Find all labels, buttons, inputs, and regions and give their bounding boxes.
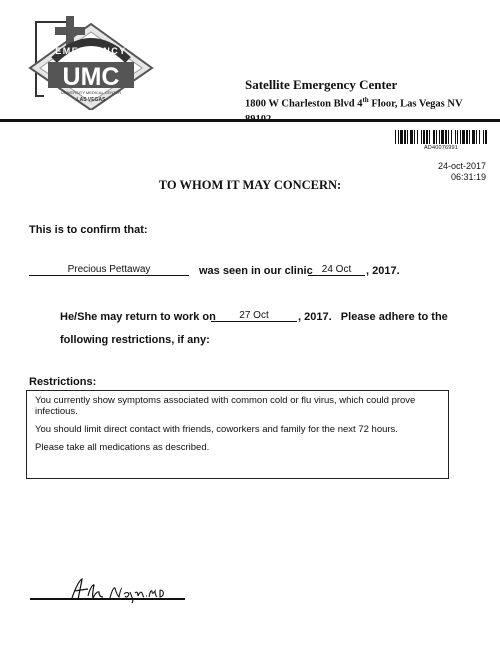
barcode-bar (485, 130, 487, 144)
barcode-bar (441, 130, 444, 144)
logo-tagline: UNIVERSITY MEDICAL CENTER (60, 90, 122, 95)
signature-line (30, 598, 185, 600)
signature-image (66, 576, 176, 604)
barcode-bar (436, 130, 437, 144)
barcode-icon (395, 130, 487, 144)
barcode-bar (417, 130, 418, 144)
center-name: Satellite Emergency Center (245, 77, 398, 92)
barcode-bar (472, 130, 475, 144)
restrictions-intro: following restrictions, if any: (60, 334, 210, 346)
restriction-item: You currently show symptoms associated with common cold or flu virus, which could prove infectious. (35, 395, 416, 417)
umc-emergency-logo (26, 14, 156, 110)
restriction-item: You should limit direct contact with friends, coworkers and family for the next 72 hours. (35, 424, 398, 435)
restrictions-label: Restrictions: (29, 376, 97, 388)
barcode-bar (455, 130, 456, 144)
document-date: 24-oct-2017 (437, 161, 486, 171)
patient-name-field: Precious Pettaway (29, 264, 189, 276)
barcode-bar (460, 130, 461, 144)
barcode-bar (462, 130, 465, 144)
barcode-bar (400, 130, 403, 144)
barcode-bar (398, 130, 399, 144)
logo-arc-text: EMERGENCY (55, 46, 127, 56)
return-year: , 2017. Please adhere to the (298, 311, 448, 323)
barcode-bar (448, 130, 449, 144)
page-title: TO WHOM IT MAY CONCERN: (158, 178, 342, 192)
barcode-bar (414, 130, 415, 144)
logo-city: LAS VEGAS (76, 97, 106, 103)
seen-year: , 2017. (366, 265, 400, 277)
address-sup: th (362, 96, 369, 104)
barcode-bar (407, 130, 408, 144)
seen-date-field: 24 Oct (308, 264, 365, 276)
barcode-bar (439, 130, 440, 144)
address-rest: Floor, Las Vegas NV (368, 98, 463, 110)
barcode-bar (466, 130, 468, 144)
barcode-bar (410, 130, 413, 144)
confirm-text: This is to confirm that: (29, 224, 148, 236)
barcode-bar (479, 130, 480, 144)
barcode-bar (404, 130, 406, 144)
barcode-bar (457, 130, 458, 144)
barcode-bar (421, 130, 422, 144)
address-street: 1800 W Charleston Blvd 4 (245, 98, 363, 110)
barcode-bar (451, 130, 452, 144)
barcode-bar (445, 130, 447, 144)
seen-text: was seen in our clinic (199, 265, 313, 277)
restrictions-box (26, 390, 449, 479)
barcode-bar (429, 130, 430, 144)
barcode-bar (426, 130, 428, 144)
barcode-number: AD40076991 (423, 145, 459, 151)
logo-letters: UMC (62, 63, 120, 91)
barcode-bar (476, 130, 477, 144)
restriction-item: Please take all medications as described. (35, 442, 210, 453)
barcode-bar (433, 130, 435, 144)
return-date-field: 27 Oct (211, 310, 297, 322)
header-divider (0, 119, 500, 122)
barcode-bar (423, 130, 425, 144)
barcode-bar (483, 130, 484, 144)
document-time: 06:31:19 (450, 172, 486, 182)
return-text: He/She may return to work on (60, 311, 216, 323)
barcode-bar (395, 130, 396, 144)
barcode-bar (469, 130, 470, 144)
